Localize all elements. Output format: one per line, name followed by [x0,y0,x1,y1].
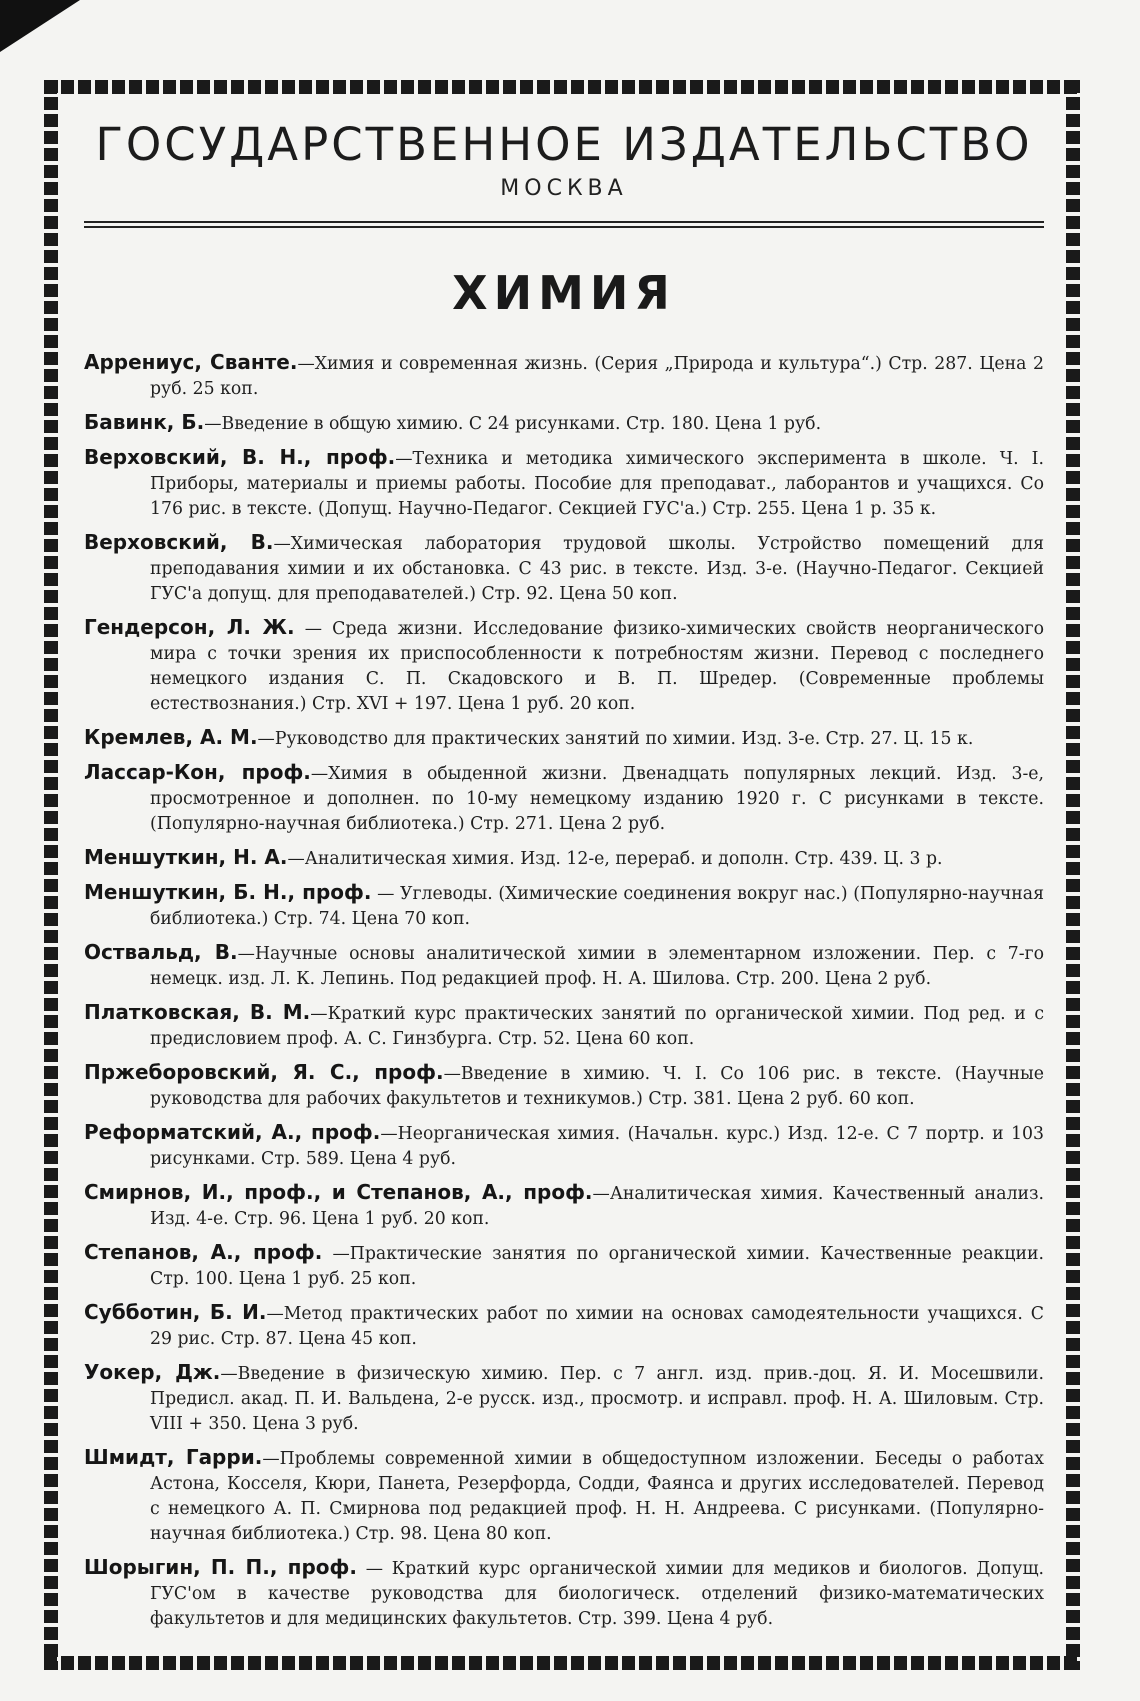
book-description: — Среда жизни. Исследование физико-химических свойств неорганического мира с точки зрения их приспособленности к потребностям жизни. Перевод с последнего немецкого издания С. П. Скадовского и В. П. Шредер. (Современные проблемы естествознания.) Стр. XVI + 197. Цена 1 руб. 20 коп. [150,618,1044,714]
book-description: —Аналитическая химия. Качественный анализ. Изд. 4-е. Стр. 96. Цена 1 руб. 20 коп. [150,1183,1044,1229]
book-author: Смирнов, И., проф., и Степанов, А., проф. [84,1179,593,1204]
book-description: —Научные основы аналитической химии в элементарном изложении. Пер. с 7-го немецк. изд. Л. К. Лепинь. Под редакцией проф. Н. А. Шилова. Стр. 200. Цена 2 руб. [150,943,1044,989]
book-entry [84,530,1044,607]
book-entry [84,410,1044,437]
book-entry [84,1240,1044,1292]
book-description: —Практические занятия по органической химии. Качественные реакции. Стр. 100. Цена 1 руб. 25 коп. [150,1243,1044,1289]
city-subtitle: МОСКВА [500,175,628,201]
book-author: Степанов, А., проф. [84,1239,323,1264]
dashed-border-bottom [44,1656,1080,1670]
book-entry [84,1300,1044,1352]
book-entry [84,725,1044,752]
book-description: —Химическая лаборатория трудовой школы. Устройство помещений для преподавания химии и их обстановка. С 43 рис. в тексте. Изд. 3-е. (Научно-Педагог. Секцией ГУС'а допущ. для преподавателей.) Стр. 92. Цена 50 коп. [150,533,1044,604]
book-entry [84,615,1044,717]
double-rule-divider [84,221,1044,228]
book-description: —Введение в общую химию. С 24 рисунками. Стр. 180. Цена 1 руб. [204,413,822,434]
book-author: Меншуткин, Б. Н., проф. [84,879,372,904]
dashed-border-right [1066,80,1080,1670]
book-description: —Аналитическая химия. Изд. 12-е, перераб. и дополн. Стр. 439. Ц. 3 р. [287,848,943,869]
book-description: — Краткий курс органической химии для медиков и биологов. Допущ. ГУС'ом в качестве руководства для биологическ. отделений физико-математических факультетов и для медицинских факультетов. Стр. 399. Цена 4 руб. [150,1558,1045,1629]
book-author: Гендерсон, Л. Ж. [84,614,295,639]
book-author: Пржеборовский, Я. С., проф. [84,1059,444,1084]
book-author: Лассар-Кон, проф. [84,759,311,784]
book-entry [84,880,1044,932]
book-author: Шмидт, Гарри. [84,1444,263,1469]
book-entry [84,1180,1044,1232]
book-author: Оствальд, В. [84,939,238,964]
book-entry [84,445,1044,522]
book-author: Субботин, Б. И. [84,1299,267,1324]
book-entry [84,845,1044,872]
book-description: —Руководство для практических занятий по химии. Изд. 3-е. Стр. 27. Ц. 15 к. [257,728,974,749]
book-description: —Техника и методика химического эксперимента в школе. Ч. I. Приборы, материалы и приемы работы. Пособие для преподават., лаборантов и учащихся. Со 176 рис. в тексте. (Допущ. Научно-Педагог. Секцией ГУС'а.) Стр. 255. Цена 1 р. 35 к. [150,448,1044,519]
book-description: —Введение в физическую химию. Пер. с 7 англ. изд. прив.-доц. Я. И. Мосешвили. Предисл. акад. П. И. Вальдена, 2-е русск. изд., просмотр. и исправл. проф. Н. А. Шиловым. Стр. VIII + 350. Цена 3 руб. [150,1363,1044,1434]
book-author: Уокер, Дж. [84,1359,221,1384]
book-description: —Введение в химию. Ч. I. Со 106 рис. в тексте. (Научные руководства для рабочих факультетов и техникумов.) Стр. 381. Цена 2 руб. 60 коп. [150,1063,1044,1109]
book-description: — Углеводы. (Химические соединения вокруг нас.) (Популярно-научная библиотека.) Стр. 74. Цена 70 коп. [150,883,1045,929]
book-description: —Химия и современная жизнь. (Серия „Природа и культура“.) Стр. 287. Цена 2 руб. 25 коп. [150,353,1044,399]
page-content [84,120,1044,1630]
book-list [84,350,1044,1632]
book-description: —Неорганическая химия. (Начальн. курс.) Изд. 12-е. С 7 портр. и 103 рисунками. Стр. 589. Цена 4 руб. [150,1123,1044,1169]
book-description: —Химия в обыденной жизни. Двенадцать популярных лекций. Изд. 3-е, просмотренное и дополнен. по 10-му немецкому изданию 1920 г. С рисунками в тексте. (Популярно-научная библиотека.) Стр. 271. Цена 2 руб. [150,763,1044,834]
book-author: Кремлев, А. М. [84,724,258,749]
book-description: —Метод практических работ по химии на основах самодеятельности учащихся. С 29 рис. Стр. 87. Цена 45 коп. [150,1303,1044,1349]
book-entry [84,1120,1044,1172]
book-author: Платковская, В. М. [84,999,311,1024]
book-entry [84,760,1044,837]
dashed-border-left [44,80,58,1670]
book-author: Верховский, В. [84,529,274,554]
book-entry [84,940,1044,992]
publisher-title: ГОСУДАРСТВЕННОЕ ИЗДАТЕЛЬСТВО [95,118,1033,171]
book-author: Шорыгин, П. П., проф. [84,1554,357,1579]
section-title: ХИМИЯ [452,265,676,320]
dashed-border-top [44,80,1080,94]
book-entry [84,1000,1044,1052]
book-description: —Краткий курс практических занятий по органической химии. Под ред. и с предисловием проф. А. С. Гинзбурга. Стр. 52. Цена 60 коп. [150,1003,1044,1049]
book-author: Меншуткин, Н. А. [84,844,288,869]
book-author: Аррениус, Сванте. [84,349,298,374]
book-entry [84,1445,1044,1547]
book-author: Реформатский, А., проф. [84,1119,381,1144]
book-author: Бавинк, Б. [84,409,205,434]
book-author: Верховский, В. Н., проф. [84,444,396,469]
book-entry [84,350,1044,402]
book-entry [84,1555,1044,1632]
book-entry [84,1360,1044,1437]
page-frame [44,80,1080,1670]
corner-shadow [0,0,80,52]
book-description: —Проблемы современной химии в общедоступном изложении. Беседы о работах Астона, Косселя, Кюри, Панета, Резерфорда, Содди, Фаянса и других исследователей. Перевод с немецкого А. П. Смирнова под редакцией проф. Н. Н. Андреева. С рисунками. (Популярно-научная библиотека.) Стр. 98. Цена 80 коп. [150,1448,1044,1544]
book-entry [84,1060,1044,1112]
